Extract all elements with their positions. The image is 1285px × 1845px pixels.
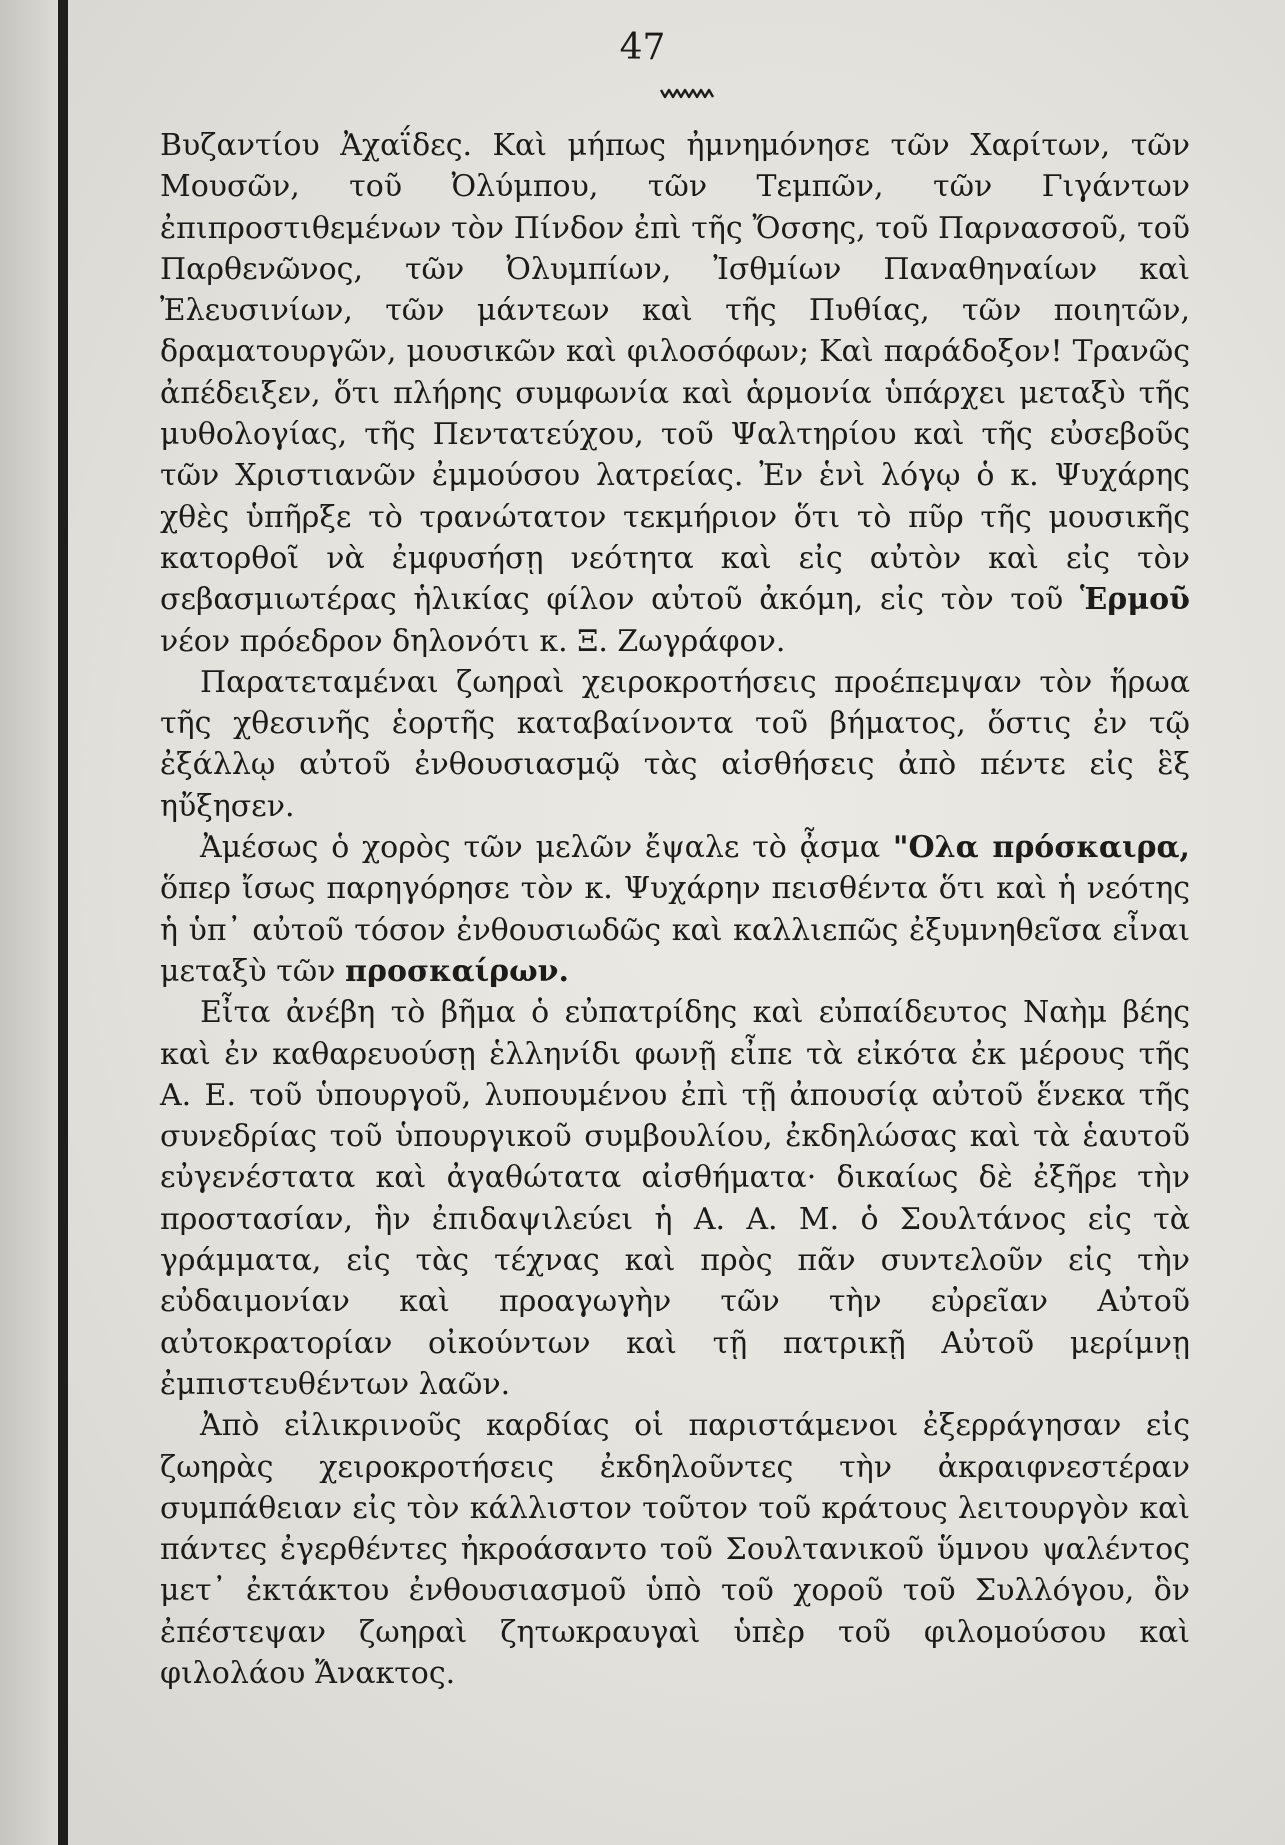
body-text <box>160 125 1190 1694</box>
paragraph <box>160 992 1190 1405</box>
paragraph <box>160 1405 1190 1694</box>
paragraph <box>160 827 1190 992</box>
text-span: Ἀμέσως ὁ χορὸς τῶν μελῶν ἔψαλε τὸ ᾆσμα <box>200 830 893 866</box>
paragraph <box>160 662 1190 827</box>
bold-text-span: Ἑρμοῦ <box>1080 582 1190 618</box>
text-span: Παρατεταμέναι ζωηραὶ χειροκροτήσεις προέπεμψαν τὸν ἥρωα τῆς χθεσινῆς ἑορτῆς καταβαίνοντα τοῦ βήματος, ὅστις ἐν τῷ ἐξάλλῳ αὐτοῦ ἐνθουσιασμῷ τὰς αἰσθήσεις ἀπὸ πέντε εἰς ἓξ ηὔξησεν. <box>160 664 1190 824</box>
bold-text-span: "Ολα πρόσκαιρα, <box>892 830 1191 866</box>
text-span: νέον πρόεδρον δηλονότι κ. Ξ. Ζωγράφον. <box>160 623 786 659</box>
book-spine-edge <box>58 0 68 1845</box>
page-gutter-shadow <box>0 0 58 1845</box>
paragraph <box>160 125 1190 662</box>
page-number: 47 <box>619 27 666 68</box>
text-span: Βυζαντίου Ἀχαΐδες. Καὶ μήπως ἠμνημόνησε τῶν Χαρίτων, τῶν Μουσῶν, τοῦ Ὀλύμπου, τῶν Τεμπῶν, τῶν Γιγάντων ἐπιπροστιθεμένων τὸν Πίνδον ἐπὶ τῆς Ὄσσης, τοῦ Παρνασσοῦ, τοῦ Παρθενῶνος, τῶν Ὀλυμπίων, Ἰσθμίων Παναθηναίων καὶ Ἐλευσινίων, τῶν μάντεων καὶ τῆς Πυθίας, τῶν ποιητῶν, δραματουργῶν, μουσικῶν καὶ φιλοσόφων; Καὶ παράδοξον! Τρανῶς ἀπέδειξεν, ὅτι πλήρης συμφωνία καὶ ἁρμονία ὑπάρχει μεταξὺ τῆς μυθολογίας, τῆς Πεντατεύχου, τοῦ Ψαλτηρίου καὶ τῆς εὐσεβοῦς τῶν Χριστιανῶν ἐμμούσου λατρείας. Ἐν ἑνὶ λόγῳ ὁ κ. Ψυχάρης χθὲς ὑπῆρξε τὸ τρανώτατον τεκμήριον ὅτι τὸ πῦρ τῆς μουσικῆς κατορθοῖ νὰ ἐμφυσήσῃ νεότητα καὶ εἰς αὐτὸν καὶ εἰς τὸν σεβασμιωτέρας ἡλικίας φίλον αὐτοῦ ἀκόμη, εἰς τὸν τοῦ <box>160 128 1190 618</box>
text-span: Ἀπὸ εἰλικρινοῦς καρδίας οἱ παριστάμενοι ἐξερράγησαν εἰς ζωηρὰς χειροκροτήσεις ἐκδηλοῦντες τὴν ἀκραιφνεστέραν συμπάθειαν εἰς τὸν κάλλιστον τοῦτον τοῦ κράτους λειτουργὸν καὶ πάντες ἐγερθέντες ἠκροάσαντο τοῦ Σουλτανικοῦ ὕμνου ψαλέντος μετ᾽ ἐκτάκτου ἐνθουσιασμοῦ ὑπὸ τοῦ χοροῦ τοῦ Συλλόγου, ὃν ἐπέστεψαν ζωηραὶ ζητωκραυγαὶ ὑπὲρ τοῦ φιλομούσου καὶ φιλολάου Ἄνακτος. <box>160 1408 1190 1691</box>
bold-text-span: προσκαίρων. <box>345 953 569 989</box>
wavy-ornament-icon <box>659 86 715 100</box>
text-span: Εἶτα ἀνέβη τὸ βῆμα ὁ εὐπατρίδης καὶ εὐπαίδευτος Ναὴμ βέης καὶ ἐν καθαρευούσῃ ἑλληνίδι φωνῇ εἶπε τὰ εἰκότα ἐκ μέρους τῆς Α. Ε. τοῦ ὑπουργοῦ, λυπουμένου ἐπὶ τῇ ἀπουσίᾳ αὐτοῦ ἕνεκα τῆς συνεδρίας τοῦ ὑπουργικοῦ συμβουλίου, ἐκδηλώσας καὶ τὰ ἑαυτοῦ εὐγενέστατα καὶ ἀγαθώτατα αἰσθήματα· δικαίως δὲ ἐξῆρε τὴν προστασίαν, ἣν ἐπιδαψιλεύει ἡ Α. Α. Μ. ὁ Σουλτάνος εἰς τὰ γράμματα, εἰς τὰς τέχνας καὶ πρὸς πᾶν συντελοῦν εἰς τὴν εὐδαιμονίαν καὶ προαγωγὴν τῶν τὴν εὐρεῖαν Αὐτοῦ αὐτοκρατορίαν οἰκούντων καὶ τῇ πατρικῇ Αὐτοῦ μερίμνῃ ἐμπιστευθέντων λαῶν. <box>160 995 1190 1402</box>
text-span: ὅπερ ἴσως παρηγόρησε τὸν κ. Ψυχάρην πεισθέντα ὅτι καὶ ἡ νεότης ἡ ὑπ᾽ αὐτοῦ τόσον ἐνθουσιωδῶς καὶ καλλιεπῶς ἐξυμνηθεῖσα εἶναι μεταξὺ τῶν <box>160 871 1190 989</box>
